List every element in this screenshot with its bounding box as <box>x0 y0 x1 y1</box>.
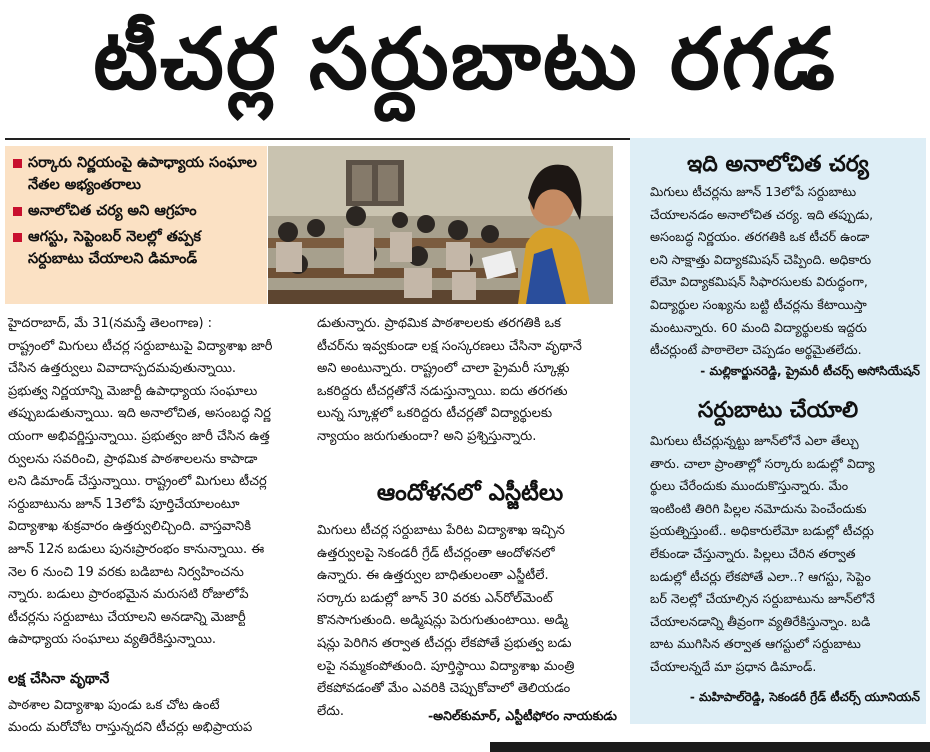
sidebar-text-2 <box>650 430 900 679</box>
sidebar-line: లని సాక్షాత్తు విద్యాకమిషన్ చెప్పింది. అధికారు <box>650 251 872 267</box>
headline: టీచర్ల సర్దుబాటు రగడ <box>93 9 837 108</box>
sidebar-line: మిగులు టీచర్లను జూన్ 13లోపే సర్దుబాటు <box>650 184 857 199</box>
highlight-text: ఆగస్టు, సెప్టెంబర్ నెలల్లో తప్పక సర్దుబాటు చేయాలని డిమాండ్ <box>28 229 201 267</box>
signature-anil: -అనిల్‌కుమార్, ఎస్టీటీఫోరం నాయకుడు <box>427 708 617 723</box>
article-line: లేకపోవడంతో మేం ఎవరికి చెప్పుకోవాలో తెలియడం <box>317 681 571 697</box>
article-line: ఉన్నారు. ఈ ఉత్తర్వుల బాధితులంతా ఎస్జీటీలే. <box>317 568 549 584</box>
article-line: సర్కారు బడుల్లో జూన్ 30 వరకు ఎన్‌రోల్‌మెంట్ <box>317 590 553 606</box>
highlight-item <box>11 200 261 222</box>
article-line: సర్దుబాటును జూన్ 13లోపే పూర్తిచేయాలంటూ <box>8 496 240 512</box>
sidebar-line: ఇంటింటి తిరిగి పిల్లల నమోదును పెంచేందుకు <box>650 500 867 516</box>
sidebar-line: అసంబద్ధ నిర్ణయం. తరగతికి ఒక టీచర్ ఉండా <box>650 229 870 245</box>
sidebar-title-1: ఇది అనాలోచిత చర్య <box>687 152 869 177</box>
article-line: ప్రభుత్వ నిర్ణయాన్ని మెజార్టీ ఉపాధ్యాయ సంఘాలు <box>8 383 258 399</box>
highlight-text: అనాలోచిత చర్య అని ఆగ్రహం <box>28 203 197 219</box>
sidebar-line: బాట ముగిసిన తర్వాత ఆగస్టులో సర్దుబాటు <box>650 636 861 652</box>
sidebar-line: విద్యార్థుల సంఖ్యను బట్టి టీచర్లను కేటాయిస్తా <box>650 296 867 312</box>
article-line: కొనసాగుతుంది. అడ్మిషన్లు పెరుగుతుంటాయి. అడ్మి <box>317 613 568 629</box>
bullet-icon <box>13 207 22 216</box>
sidebar-title-2: సర్దుబాటు చేయాలి <box>697 398 859 423</box>
bullet-icon <box>13 159 22 168</box>
subheading-1: లక్ష చేసినా వృథానే <box>8 670 110 687</box>
article-line: ఉపాధ్యాయ సంఘాలు వ్యతిరేకిస్తున్నాయి. <box>8 632 217 648</box>
article-line: న్యాయం జరుగుతుందా? అని ప్రశ్నిస్తున్నారు. <box>317 428 537 444</box>
subheading-2: ఆందోళనలో ఎస్జీటీలు <box>376 480 564 506</box>
sidebar-line: బర్ నెలల్లో చేయాల్సిన సర్దుబాటును జూన్‌లోనే <box>650 591 875 607</box>
article-line: పాఠశాల విద్యాశాఖ పుండు ఒక చోట ఉంటే <box>8 697 220 713</box>
sidebar-line: ప్రయత్నిస్తుంటే.. అధికారులేమో బడుల్లో టీచర్లు <box>650 523 874 539</box>
article-line: లున్న స్కూళ్లలో ఒకరిద్దరు టీచర్లతో విద్యార్థులకు <box>317 406 553 422</box>
article-line: అని అంటున్నారు. రాష్ట్రంలో చాలా ప్రైమరీ స్కూళ్లు <box>317 361 570 377</box>
sidebar-line: తారు. చాలా ప్రాంతాల్లో సర్కారు బడుల్లో విద్యా <box>650 455 875 471</box>
article-line: మందు మరోచోట రాస్తున్నదని టీచర్లు అభిప్రాయప <box>8 720 253 736</box>
highlight-item <box>11 226 261 270</box>
article-line: జూన్ 12న బడులు పునఃప్రారంభం కానున్నాయి. ఈ <box>8 541 265 557</box>
article-line: లపై నమ్మకంపోతుంది. పూర్తిస్థాయి విద్యాశాఖ మంత్రి <box>317 658 575 674</box>
highlights-box <box>5 146 267 304</box>
bullet-icon <box>13 233 22 242</box>
article-column-1 <box>8 313 308 740</box>
sidebar-line: టీచర్లుంటే పాఠాలెలా చెప్పడం అర్థమైతలేదు. <box>650 342 862 358</box>
article-line: టీచర్‌ను ఇవ్వకుండా లక్ష సంస్కరణలు చేసినా వృథానే <box>317 338 582 354</box>
sidebar-line: లేమో విద్యాకమిషన్ సిఫారసులకు విరుద్ధంగా, <box>650 274 868 290</box>
article-line: న్నారు. బడులు ప్రారంభమైన మరుసటి రోజులోపే <box>8 587 249 603</box>
article-line: ర్వులను సవరించి, ప్రాథమిక పాఠశాలలను కాపాడా <box>8 451 258 467</box>
article-line: విద్యాశాఖ శుక్రవారం ఉత్తర్వులిచ్చింది. వాస్తవానికి <box>8 519 251 535</box>
sidebar-line: బడుల్లో టీచర్లు లేకపోతే ఎలా..? ఆగస్టు, సెప్టెం <box>650 568 871 584</box>
article-column-2 <box>317 313 622 449</box>
sidebar-line: మిగులు టీచర్లున్నట్టు జూన్‌లోనే ఎలా తేల్చు <box>650 433 859 448</box>
article-line: హైదరాబాద్, మే 31(నమస్తే తెలంగాణ) : <box>8 316 213 331</box>
sidebar-text-1 <box>650 181 900 362</box>
article-line: యంగా అభివర్ణిస్తున్నాయి. ప్రభుత్వం జారీ చేసిన ఉత్త <box>8 428 270 444</box>
article-line: ఒకరిద్దరు టీచర్లతోనే నడుస్తున్నాయి. ఐదు తరగతు <box>317 383 568 399</box>
classroom-photo <box>268 146 613 304</box>
article-line: లేదు. <box>317 703 345 719</box>
highlight-text: సర్కారు నిర్ణయంపై ఉపాధ్యాయ సంఘాల నేతల అభ్యంతరాలు <box>28 155 257 193</box>
footer-bar <box>490 742 930 752</box>
signature-mallikarjuna: - మల్లికార్జునరెడ్డి, ప్రైమరీ టీచర్స్ అసోసియేషన్ <box>700 364 920 378</box>
highlight-item <box>11 152 261 196</box>
article-line: చేసిన ఉత్తర్వులు వివాదాస్పదమవుతున్నాయి. <box>8 361 237 377</box>
article-line: మిగులు టీచర్ల సర్దుబాటు పేరిట విద్యాశాఖ ఇచ్చిన <box>317 523 565 538</box>
article-line: షన్లు పెరిగిన తర్వాత టీచర్లు లేకపోతే ప్రభుత్వ బడు <box>317 635 572 651</box>
sidebar-line: చేయాలనడాన్ని తీవ్రంగా వ్యతిరేకిస్తున్నాం. బడి <box>650 613 871 629</box>
signature-mahipal: - మహిపాల్‌రెడ్డి, సెకండరీ గ్రేడ్ టీచర్స్ యూనియన్ <box>689 690 920 704</box>
article-column-2-continued <box>317 520 622 723</box>
article-line: లని డిమాండ్ చేస్తున్నాయి. రాష్ట్రంలో మిగులు టీచర్ల <box>8 474 267 490</box>
article-line: నెల 6 నుంచి 19 వరకు బడిబాట నిర్వహించను <box>8 564 244 580</box>
article-line: టీచర్లను సర్దుబాటు చేయాలని అనడాన్ని మెజార్టీ <box>8 609 246 625</box>
article-line: తప్పుబడుతున్నాయి. ఇది అనాలోచిత, అసంబద్ధ నిర్ణ <box>8 406 271 422</box>
article-line: రాష్ట్రంలో మిగులు టీచర్ల సర్దుబాటుపై విద్యాశాఖ జారీ <box>8 338 273 354</box>
sidebar-line: చేయాలనడం అనాలోచిత చర్య. ఇది తప్పుడు, <box>650 206 874 222</box>
sidebar-line: లేకుండా చేస్తున్నారు. పిల్లలు చేరిన తర్వాత <box>650 545 856 561</box>
sidebar-line: చేయాలన్నదే మా ప్రధాన డిమాండ్. <box>650 658 817 674</box>
sidebar-line: ర్థులు చేరేందుకు ముందుకొస్తున్నారు. మేం <box>650 478 849 494</box>
sidebar-line: మంటున్నారు. 60 మంది విద్యార్థులకు ఇద్దరు <box>650 319 867 335</box>
article-line: ఉత్తర్వులపై సెకండరీ గ్రేడ్ టీచర్లంతా ఆందోళనలో <box>317 545 555 561</box>
article-line: డుతున్నారు. ప్రాథమిక పాఠశాలలకు తరగతికి ఒక <box>317 316 561 331</box>
